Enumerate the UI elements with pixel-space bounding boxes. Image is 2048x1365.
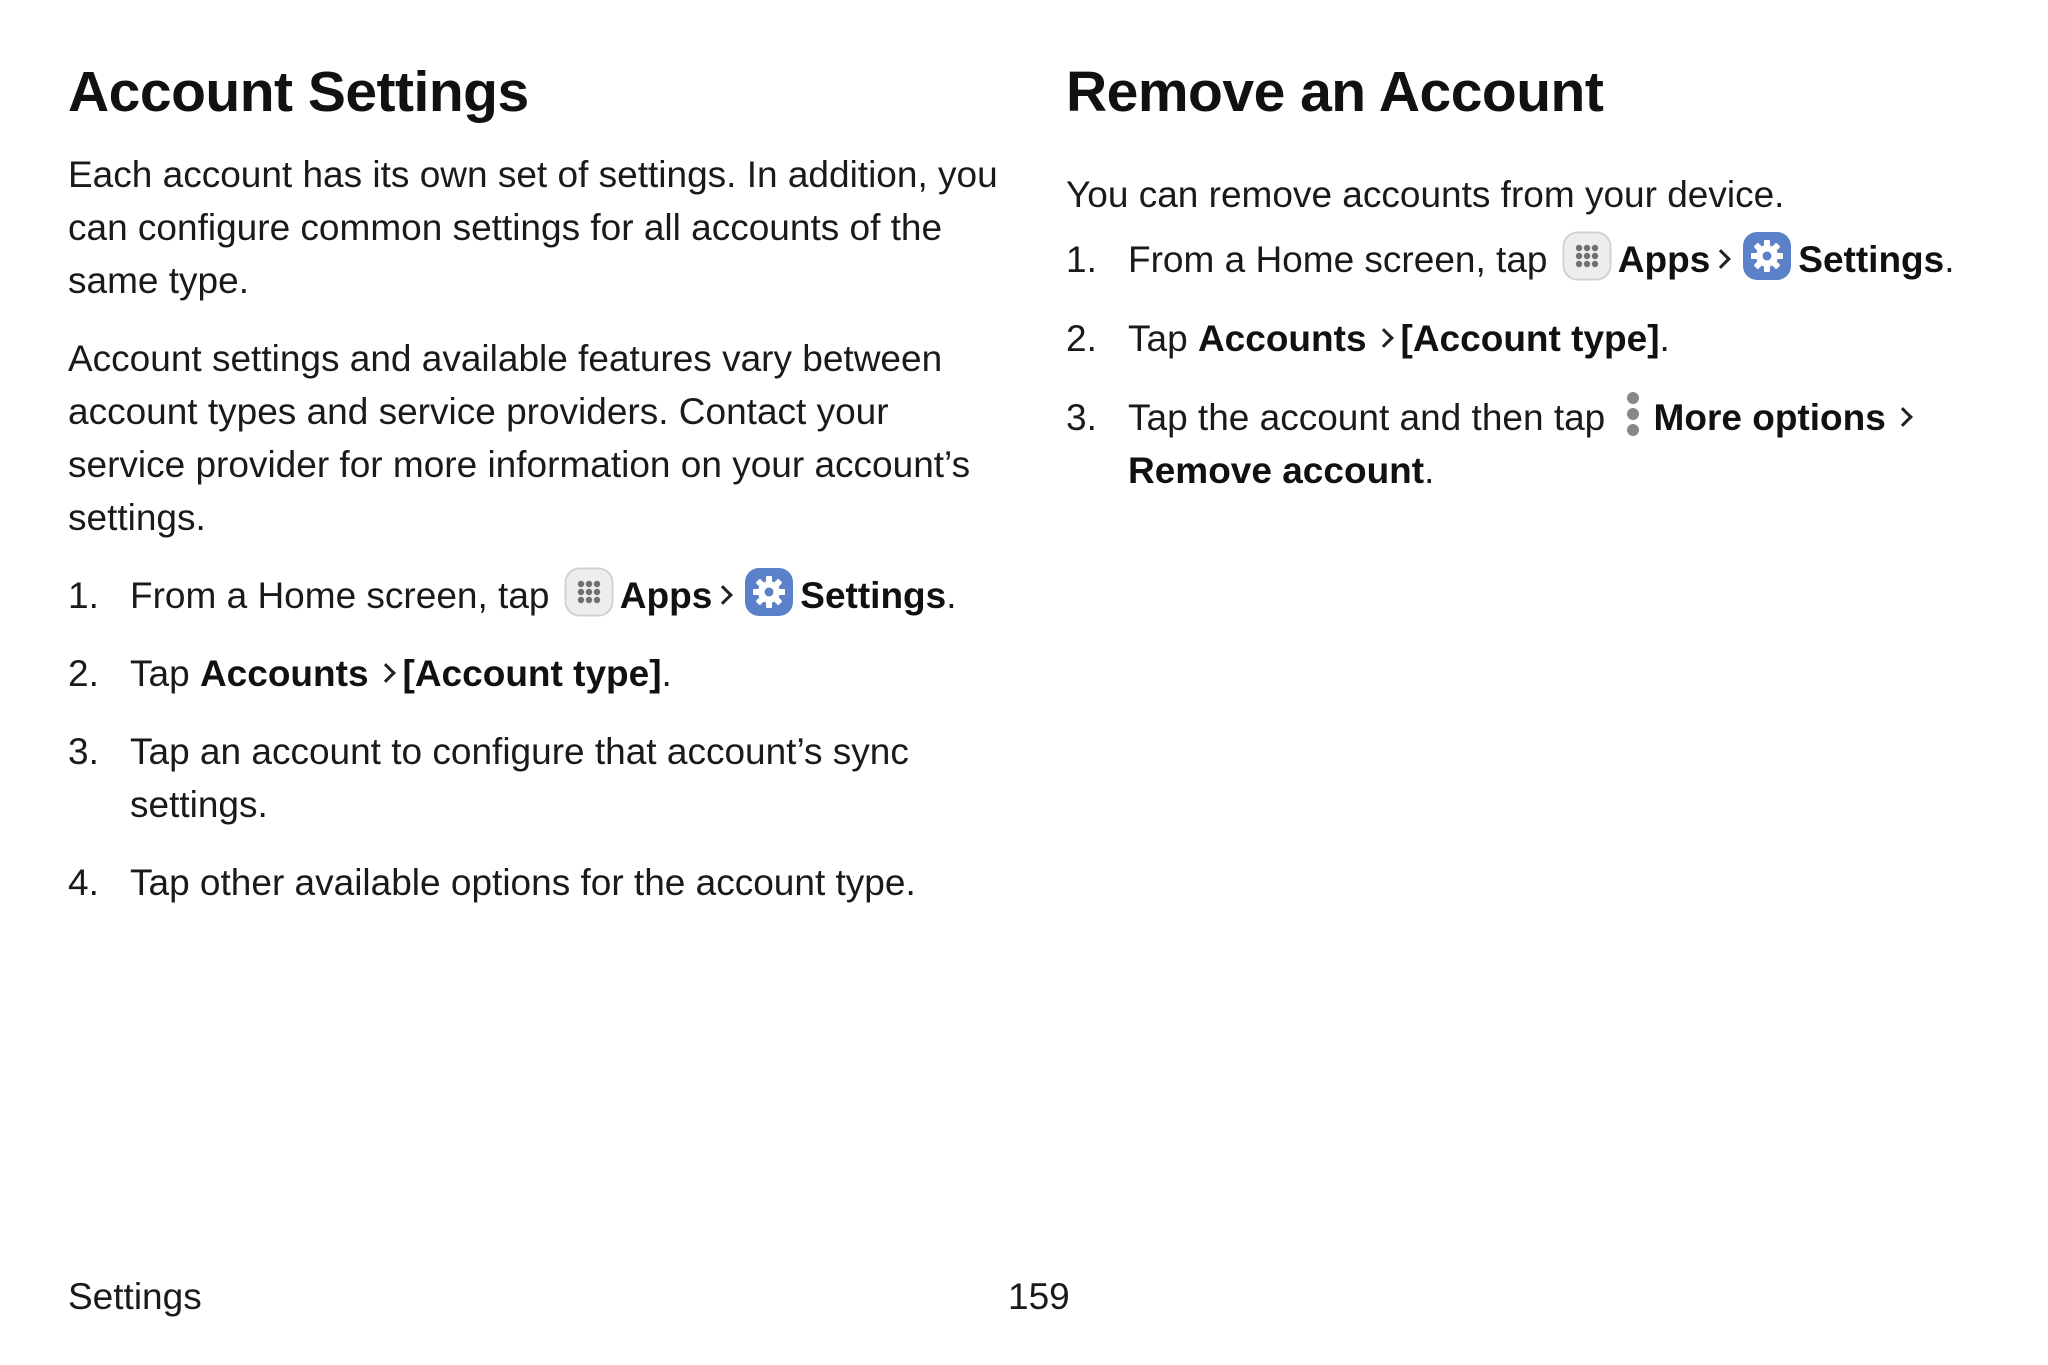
- accounts-label: Accounts: [1197, 318, 1367, 359]
- step-number: 3.: [68, 731, 99, 772]
- apps-grid-icon: [564, 567, 614, 617]
- apps-label: Apps: [1617, 239, 1711, 280]
- step-number: 1.: [68, 575, 99, 616]
- punctuation: .: [1659, 318, 1670, 359]
- step-text: From a Home screen, tap: [130, 575, 550, 616]
- paragraph: You can remove accounts from your device.: [1066, 174, 1785, 215]
- chevron-right-icon: [1711, 249, 1731, 269]
- punctuation: .: [1944, 239, 1955, 280]
- step-number: 1.: [1066, 239, 1097, 280]
- remove-account-section: [1066, 56, 1986, 523]
- settings-gear-icon: [744, 567, 794, 617]
- step-number: 4.: [68, 862, 99, 903]
- section-title: Remove an Account: [1066, 60, 1604, 124]
- steps-list: [1066, 233, 1986, 497]
- settings-label: Settings: [1798, 239, 1945, 280]
- step-item: [68, 647, 1008, 700]
- chevron-right-icon: [1893, 407, 1913, 427]
- account-type-label: [Account type]: [402, 653, 662, 694]
- step-item: [1066, 391, 1986, 497]
- page-number: 159: [1008, 1276, 1070, 1317]
- chevron-right-icon: [376, 663, 396, 683]
- step-text: Tap the account and then tap: [1128, 397, 1606, 438]
- step-number: 2.: [1066, 318, 1097, 359]
- accounts-label: Accounts: [199, 653, 369, 694]
- chevron-right-icon: [713, 585, 733, 605]
- punctuation: .: [661, 653, 672, 694]
- step-number: 3.: [1066, 397, 1097, 438]
- more-options-label: More options: [1653, 397, 1886, 438]
- settings-gear-icon: [1742, 231, 1792, 281]
- remove-account-label: Remove account: [1128, 450, 1425, 491]
- punctuation: .: [946, 575, 957, 616]
- apps-grid-icon: [1562, 231, 1612, 281]
- settings-label: Settings: [800, 575, 947, 616]
- step-text: From a Home screen, tap: [1128, 239, 1548, 280]
- footer-section-name: Settings: [68, 1276, 202, 1317]
- paragraph: Account settings and available features vary between account types and service providers. Contact your service provider for more information on your account’s settings.: [68, 338, 971, 538]
- step-item: [68, 725, 1008, 831]
- paragraph: Each account has its own set of settings. In addition, you can configure common settings for all accounts of the same type.: [68, 154, 998, 301]
- chevron-right-icon: [1374, 328, 1394, 348]
- step-number: 2.: [68, 653, 99, 694]
- step-text: Tap: [1128, 318, 1188, 359]
- step-item: [68, 569, 1008, 622]
- punctuation: .: [1424, 450, 1435, 491]
- section-title: Account Settings: [68, 60, 529, 124]
- account-type-label: [Account type]: [1400, 318, 1660, 359]
- step-item: [1066, 312, 1986, 365]
- apps-label: Apps: [619, 575, 713, 616]
- steps-list: [68, 569, 1008, 909]
- step-text: Tap other available options for the account type.: [130, 862, 916, 903]
- step-item: [1066, 233, 1986, 286]
- more-options-icon: [1622, 389, 1644, 439]
- step-text: Tap an account to configure that account’s sync settings.: [130, 731, 909, 825]
- step-text: Tap: [130, 653, 190, 694]
- account-settings-section: [68, 56, 1008, 934]
- step-item: [68, 856, 1008, 909]
